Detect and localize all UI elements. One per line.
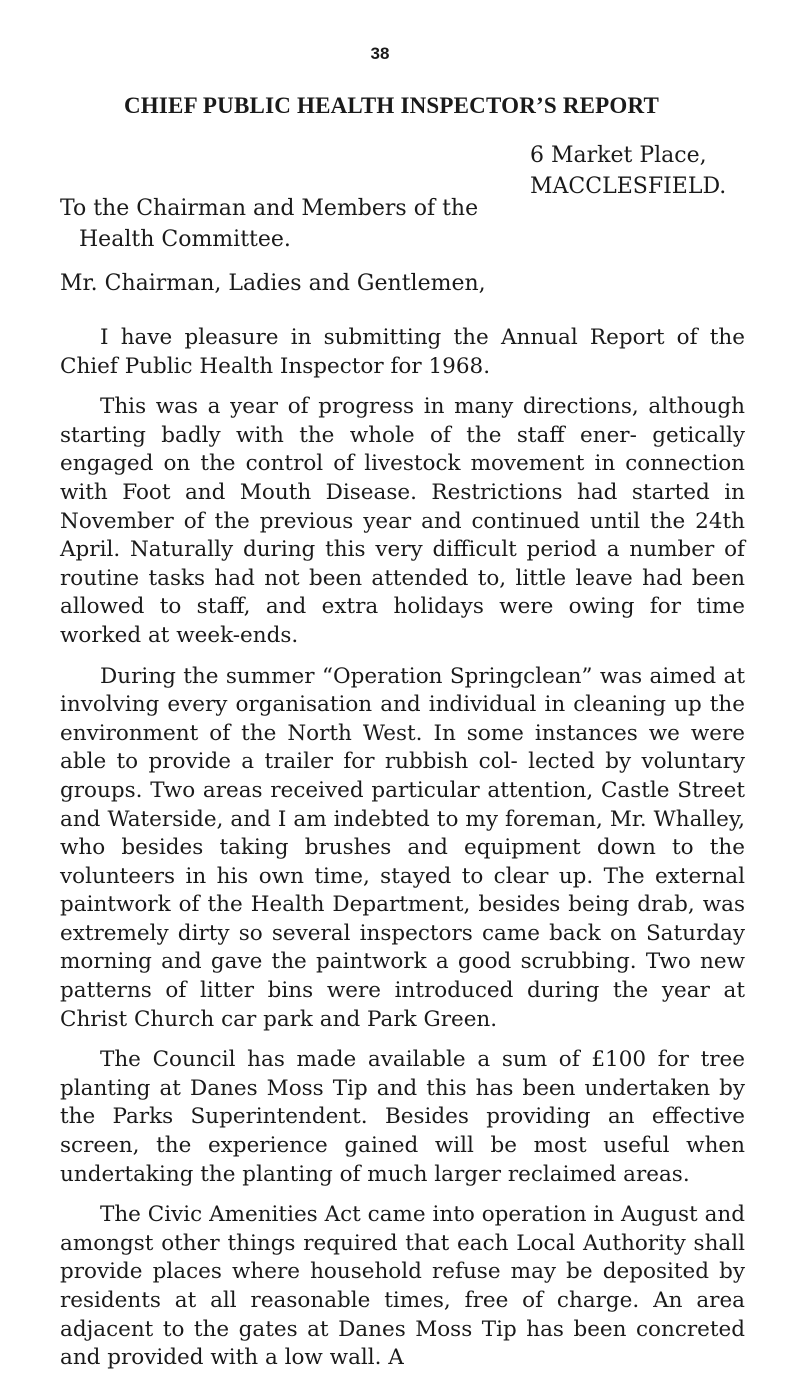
addressee-block (60, 193, 478, 255)
addressee-line-1: To the Chairman and Members of the (60, 196, 479, 221)
addressee-line-2: Health Committee. (79, 227, 291, 252)
report-body (60, 324, 745, 1385)
address-line-street: 6 Market Place, (530, 143, 707, 168)
address-line-town: MACCLESFIELD. (530, 174, 727, 199)
paragraph-civic-amenities: The Civic Amenities Act came into operation in August and amongst other things required that each Local Authority shall provide places where household refuse may be deposited by residents at all reasonable times, free of charge. An area adjacent to the gates at Danes Moss Tip has been concreted and provided with a low wall. A (60, 1202, 745, 1371)
sender-address (530, 140, 726, 202)
paragraph-springclean: During the summer “Operation Springclean” was aimed at involving every organisation and individual in cleaning up the environment of the North West. In some instances we were able to provide a trailer for rubbish col- lected by voluntary groups. Two areas received particular attention, Castle Street and Waterside, and I am indebted to my foreman, Mr. Whalley, who besides taking brushes and equipment down to the volunteers in his own time, stayed to clear up. The external paintwork of the Health Department, besides being drab, was extremely dirty so several inspectors came back on Saturday morning and gave the paintwork a good scrubbing. Two new patterns of litter bins were introduced during the year at Christ Church car park and Park Green. (60, 663, 745, 1032)
report-title: CHIEF PUBLIC HEALTH INSPECTOR’S REPORT (124, 93, 660, 118)
paragraph-intro: I have pleasure in submitting the Annual Report of the Chief Public Health Inspector for 1968. (60, 325, 745, 379)
paragraph-progress: This was a year of progress in many directions, although starting badly with the whole of the staff ener- getically engaged on the control of livestock movement in connection with Foot and Mouth Disease. Restrictions had started in November of the previous year and continued until the 24th April. Naturally during this very difficult period a number of routine tasks had not been attended to, little leave had been allowed to staff, and extra holidays were owing for time worked at week-ends. (60, 394, 745, 648)
paragraph-tree-planting: The Council has made available a sum of £100 for tree planting at Danes Moss Tip and this has been undertaken by the Parks Superintendent. Besides providing an effective screen, the experience gained will be most useful when undertaking the planting of much larger reclaimed areas. (60, 1047, 745, 1187)
page-number: 38 (370, 44, 390, 63)
salutation: Mr. Chairman, Ladies and Gentlemen, (60, 271, 486, 296)
